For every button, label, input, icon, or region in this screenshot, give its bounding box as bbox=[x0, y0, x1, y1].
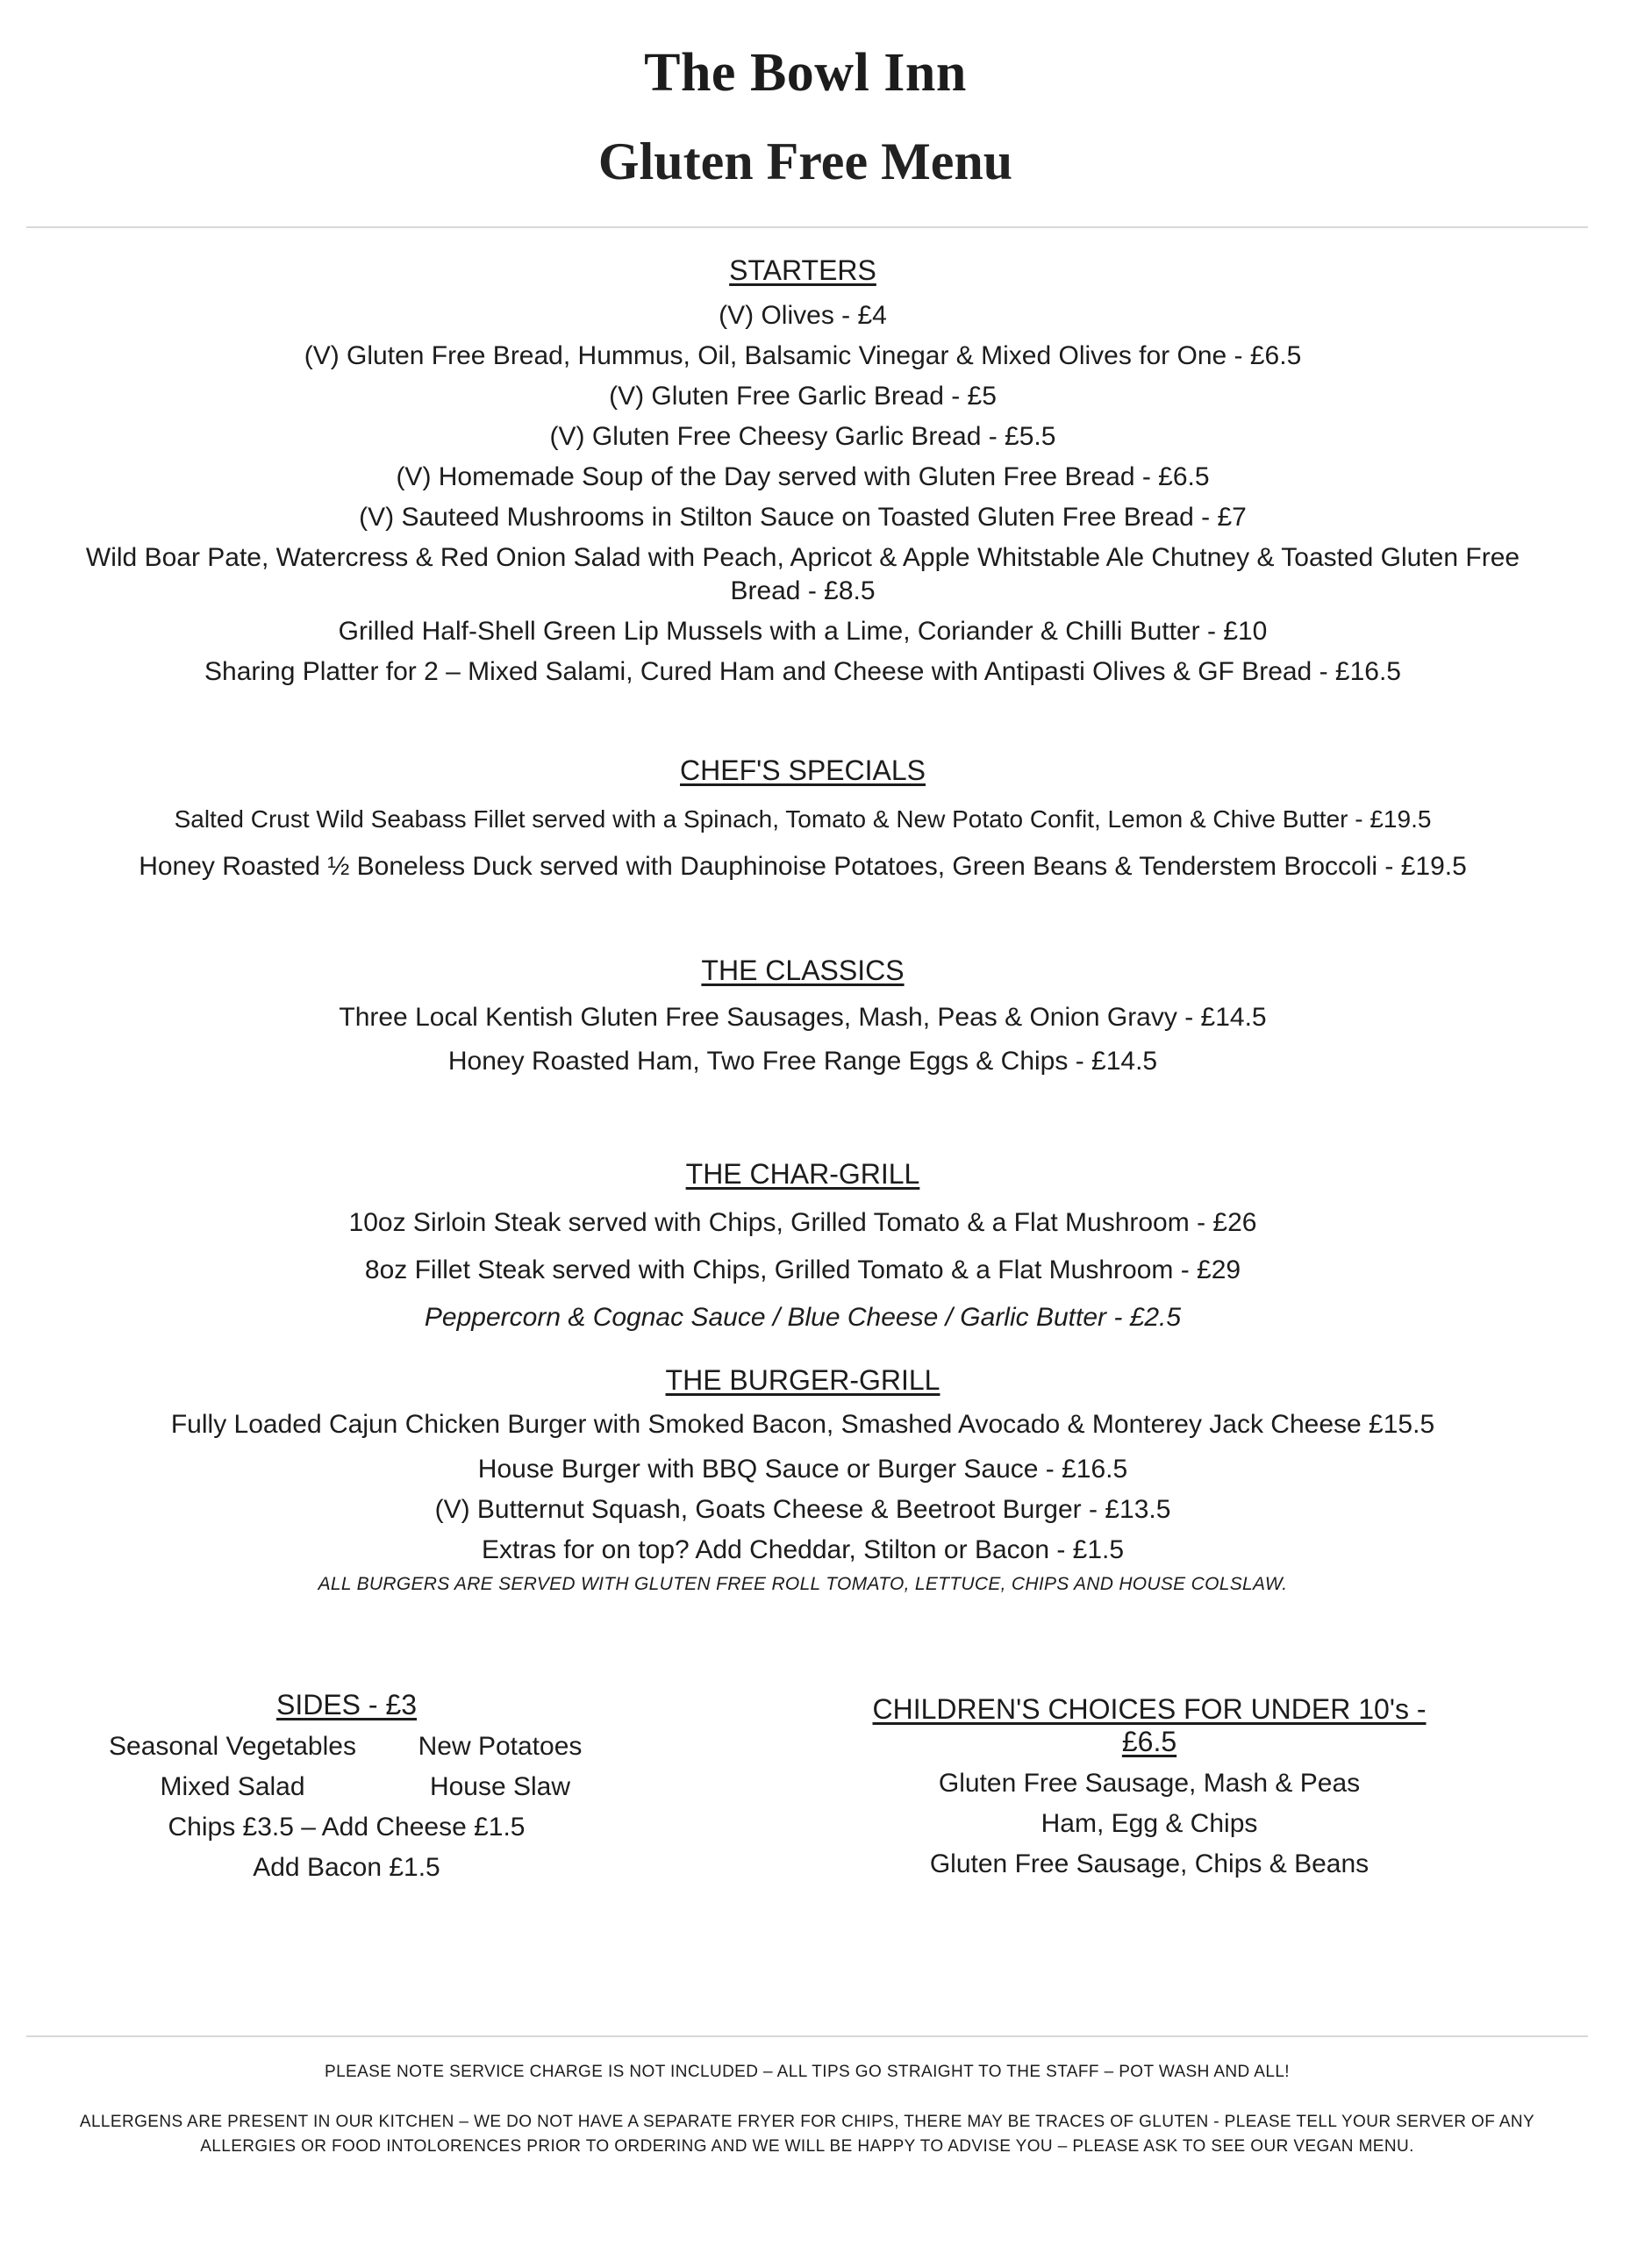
side-item: Mixed Salad bbox=[160, 1772, 305, 1801]
side-item: New Potatoes bbox=[418, 1732, 583, 1761]
side-item: Add Bacon £1.5 bbox=[253, 1853, 440, 1882]
menu-item: Fully Loaded Cajun Chicken Burger with Smoked Bacon, Smashed Avocado & Monterey Jack Cheese £15.5 bbox=[170, 1410, 1435, 1439]
menu-item: (V) Gluten Free Bread, Hummus, Oil, Balsamic Vinegar & Mixed Olives for One - £6.5 bbox=[304, 341, 1302, 370]
chargrill-section bbox=[35, 1158, 1570, 1341]
sides-section bbox=[79, 1689, 614, 1888]
header-divider bbox=[26, 226, 1588, 228]
burgergrill-section bbox=[35, 1364, 1570, 1595]
burgergrill-heading: THE BURGER-GRILL bbox=[665, 1364, 940, 1396]
footer-divider bbox=[26, 2035, 1588, 2037]
menu-item: Honey Roasted ½ Boneless Duck served with Dauphinoise Potatoes, Green Beans & Tenderstem Broccoli - £19.5 bbox=[139, 852, 1467, 881]
menu-item: Gluten Free Sausage, Mash & Peas bbox=[938, 1769, 1361, 1798]
sides-heading: SIDES - £3 bbox=[275, 1689, 418, 1720]
side-item: Seasonal Vegetables bbox=[109, 1732, 356, 1761]
menu-item: Grilled Half-Shell Green Lip Mussels with a Lime, Coriander & Chilli Butter - £10 bbox=[338, 617, 1268, 646]
page-title: The Bowl Inn bbox=[644, 43, 967, 103]
menu-item: (V) Olives - £4 bbox=[719, 301, 887, 330]
menu-item: (V) Gluten Free Cheesy Garlic Bread - £5.5 bbox=[549, 422, 1056, 451]
menu-item: (V) Butternut Squash, Goats Cheese & Beetroot Burger - £13.5 bbox=[434, 1495, 1171, 1524]
menu-item: (V) Homemade Soup of the Day served with Gluten Free Bread - £6.5 bbox=[396, 462, 1210, 491]
menu-item: House Burger with BBQ Sauce or Burger Sauce - £16.5 bbox=[477, 1455, 1128, 1484]
allergen-note-line-2: ALLERGIES OR FOOD INTOLORENCES PRIOR TO ORDERING AND WE WILL BE HAPPY TO ADVISE YOU – PLEASE ASK TO SEE OUR VEGAN MENU. bbox=[200, 2137, 1414, 2156]
menu-item: Salted Crust Wild Seabass Fillet served with a Spinach, Tomato & New Potato Confit, Lemon & Chive Butter - £19.5 bbox=[174, 805, 1432, 833]
menu-item: Sharing Platter for 2 – Mixed Salami, Cured Ham and Cheese with Antipasti Olives & GF Bread - £16.5 bbox=[204, 657, 1401, 686]
menu-item: (V) Sauteed Mushrooms in Stilton Sauce on Toasted Gluten Free Bread - £7 bbox=[359, 503, 1247, 532]
sauce-options: Peppercorn & Cognac Sauce / Blue Cheese / Garlic Butter - £2.5 bbox=[424, 1303, 1182, 1332]
classics-section bbox=[35, 955, 1570, 1084]
starters-heading: STARTERS bbox=[729, 254, 876, 286]
menu-item: Honey Roasted Ham, Two Free Range Eggs & Chips - £14.5 bbox=[447, 1047, 1158, 1076]
sides-grid bbox=[79, 1727, 614, 1807]
page-subtitle: Gluten Free Menu bbox=[597, 132, 1013, 190]
menu-item: 8oz Fillet Steak served with Chips, Grilled Tomato & a Flat Mushroom - £29 bbox=[364, 1255, 1241, 1284]
children-section bbox=[842, 1693, 1456, 1885]
menu-item: Extras for on top? Add Cheddar, Stilton or Bacon - £1.5 bbox=[481, 1535, 1125, 1564]
children-heading: CHILDREN'S CHOICES FOR UNDER 10's - £6.5 bbox=[872, 1693, 1427, 1757]
menu-item: Three Local Kentish Gluten Free Sausages, Mash, Peas & Onion Gravy - £14.5 bbox=[339, 1003, 1267, 1032]
specials-heading: CHEF'S SPECIALS bbox=[680, 755, 926, 786]
menu-item: 10oz Sirloin Steak served with Chips, Grilled Tomato & a Flat Mushroom - £26 bbox=[348, 1208, 1257, 1237]
side-item: House Slaw bbox=[429, 1772, 571, 1801]
chargrill-heading: THE CHAR-GRILL bbox=[685, 1158, 920, 1190]
menu-item: Ham, Egg & Chips bbox=[1041, 1809, 1258, 1838]
menu-item: (V) Gluten Free Garlic Bread - £5 bbox=[609, 382, 997, 411]
starters-section bbox=[35, 254, 1570, 692]
menu-item: Wild Boar Pate, Watercress & Red Onion Salad with Peach, Apricot & Apple Whitstable Ale Chutney & Toasted Gluten Free Bread - £8.5 bbox=[85, 543, 1520, 605]
side-item: Chips £3.5 – Add Cheese £1.5 bbox=[168, 1813, 526, 1842]
menu-item: Gluten Free Sausage, Chips & Beans bbox=[929, 1849, 1370, 1878]
burger-note: ALL BURGERS ARE SERVED WITH GLUTEN FREE ROLL TOMATO, LETTUCE, CHIPS AND HOUSE COLSLAW. bbox=[318, 1574, 1288, 1594]
allergen-note-line-1: ALLERGENS ARE PRESENT IN OUR KITCHEN – WE DO NOT HAVE A SEPARATE FRYER FOR CHIPS, THERE MAY BE TRACES OF GLUTEN - PLEASE TELL YOUR SERVER OF ANY bbox=[79, 2113, 1535, 2131]
classics-heading: THE CLASSICS bbox=[701, 955, 905, 986]
specials-section bbox=[35, 755, 1570, 891]
service-note: PLEASE NOTE SERVICE CHARGE IS NOT INCLUDED – ALL TIPS GO STRAIGHT TO THE STAFF – POT WASH AND ALL! bbox=[325, 2063, 1290, 2081]
